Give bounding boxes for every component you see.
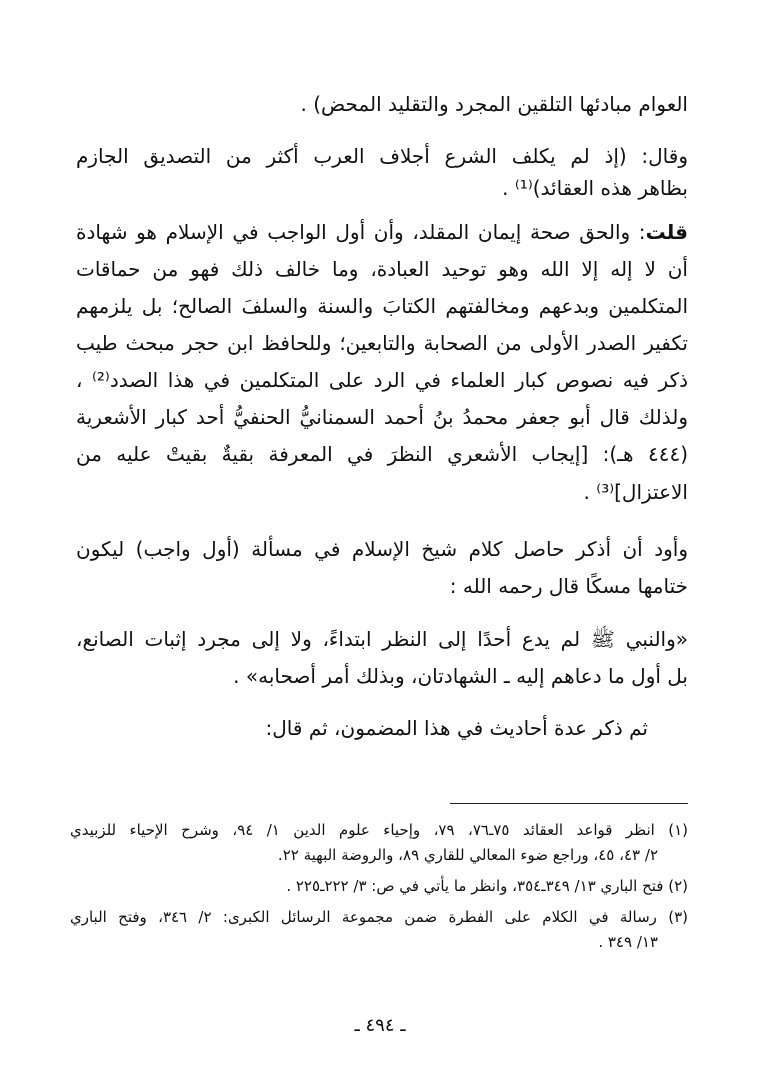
footnote-line: (١) انظر قواعد العقائد ٧٥ـ٧٦، ٧٩، وإحياء علوم الدين ١/ ٩٤، وشرح الإحياء للزبيدي (70, 821, 688, 839)
body-line: تكفير الصدر الأولى من الصحابة والتابعين؛ وللحافظ ابن حجر مبحث طيب (76, 331, 688, 355)
body-line: ولذلك قال أبو جعفر محمدُ بنُ أحمد السمنانيُّ الحنفيُّ أحد كبار الأشعرية (76, 405, 688, 429)
body-line: المتكلمين وبدعهم ومخالفتهم الكتابَ والسنة والسلفَ الصالح؛ بل يلزمهم (76, 294, 688, 318)
footnote-line: (٢) فتح الباري ١٣/ ٣٤٩ـ٣٥٤، وانظر ما يأتي في ص: ٣/ ٢٢٢ـ٢٢٥ . (286, 877, 688, 895)
footnote-line: (٣) رسالة في الكلام على الفطرة ضمن مجموعة الرسائل الكبرى: ٢/ ٣٤٦، وفتح الباري (70, 908, 688, 926)
footnote-line: ١٣/ ٣٤٩ . (598, 933, 658, 951)
body-line: الاعتزال]⁽³⁾ . (583, 480, 688, 504)
footnote-separator (450, 803, 688, 804)
body-line: بل أول ما دعاهم إليه ـ الشهادتان، وبذلك أمر أصحابه» . (233, 664, 688, 688)
body-line: ختامها مسكًا قال رحمه الله : (449, 574, 688, 598)
body-line: وقال: (إذ لم يكلف الشرع أجلاف العرب أكثر من التصديق الجازم (76, 144, 688, 168)
body-line: العوام مبادئها التلقين المجرد والتقليد المحض) . (300, 92, 688, 116)
footnote-line: ٢/ ٤٣، ٤٥، وراجع ضوء المعالي للقاري ٨٩، والروضة البهية ٢٢. (277, 846, 658, 864)
body-line: بظاهر هذه العقائد)⁽¹⁾ . (502, 176, 688, 200)
body-line-rest: : والحق صحة إيمان المقلد، وأن أول الواجب في الإسلام هو شهادة (76, 220, 646, 244)
body-line: أن لا إله إلا الله وهو توحيد العبادة، وما خالف ذلك فهو من حماقات (76, 257, 688, 281)
body-line: ثم ذكر عدة أحاديث في هذا المضمون، ثم قال: (265, 716, 648, 740)
body-line: ذكر فيه نصوص كبار العلماء في الرد على المتكلمين في هذا الصدد⁽²⁾ ، (76, 368, 688, 392)
body-line: (٤٤٤ هـ): [إيجاب الأشعري النظرَ في المعرفة بقيةٌ بقيتْ عليه من (76, 442, 688, 466)
qultu-heading: قلت (645, 220, 688, 244)
body-line (76, 216, 688, 248)
body-line: وأود أن أذكر حاصل كلام شيخ الإسلام في مسألة (أول واجب) ليكون (76, 537, 688, 561)
page-number: ـ ٤٩٤ ـ (354, 1015, 406, 1036)
body-line: «والنبي ﷺ لم يدع أحدًا إلى النظر ابتداءً، ولا إلى مجرد إثبات الصانع، (76, 627, 688, 651)
